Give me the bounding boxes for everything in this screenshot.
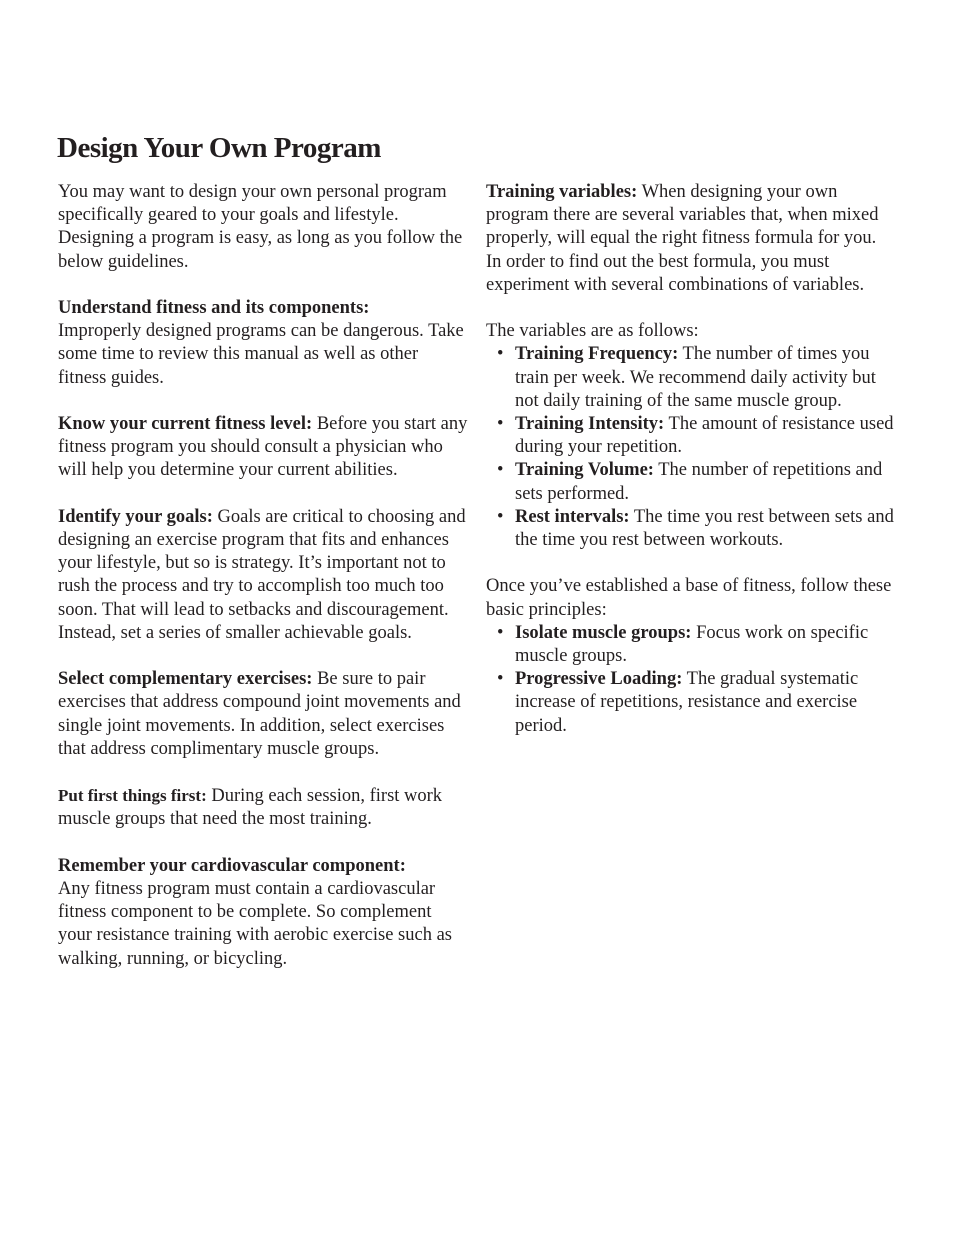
bullet-icon: • xyxy=(497,669,504,690)
variables-list xyxy=(486,343,896,552)
section-heading: Understand fitness and its components: xyxy=(58,298,370,318)
section-body: When designing your own program there are several variables that, when mixed properly, will equal the right fitness formula for you. In order to find out the best formula, you must experiment with several combinations of variables. xyxy=(486,182,879,295)
section-heading: Put first things first: xyxy=(58,786,207,806)
section-heading: Remember your cardiovascular component: xyxy=(58,855,406,876)
list-item-term: Rest intervals: xyxy=(515,506,630,527)
section-body: Before you start any fitness program you should consult a physician who will help you determine your current abilities. xyxy=(58,414,468,481)
list-item xyxy=(486,622,896,668)
list-item xyxy=(486,459,896,505)
intro-paragraph: You may want to design your own personal program specifically geared to your goals and lifestyle. Designing a program is easy, as long as you follow the below guidelines. xyxy=(58,182,463,272)
page-title: Design Your Own Program xyxy=(57,132,381,164)
section-heading: Know your current fitness level: xyxy=(58,414,313,434)
list-item-term: Training Frequency: xyxy=(515,344,679,365)
section-body: Be sure to pair exercises that address compound joint movements and single joint movements. In addition, select exercises that address complimentary muscle groups. xyxy=(58,669,461,759)
bullet-icon: • xyxy=(497,622,504,643)
list-item-term: Training Volume: xyxy=(515,460,654,481)
list-item-desc: The number of times you train per week. We recommend daily activity but not daily training of the same muscle group. xyxy=(515,344,876,411)
left-column xyxy=(58,181,468,994)
right-column xyxy=(486,181,896,761)
section-cardiovascular xyxy=(58,855,468,971)
training-variables-paragraph xyxy=(486,181,896,297)
variables-intro: The variables are as follows: xyxy=(486,321,699,342)
section-fitness-level xyxy=(58,413,468,483)
section-complementary-exercises xyxy=(58,668,468,761)
principles-list xyxy=(486,622,896,738)
section-identify-goals xyxy=(58,506,468,645)
section-understand-fitness xyxy=(58,297,468,390)
section-body: Goals are critical to choosing and designing an exercise program that fits and enhances your lifestyle, but so is strategy. It’s important not to rush the process and try to accomplish too much too soon. That will lead to setbacks and discouragement. Instead, set a series of smaller achievable goals. xyxy=(58,506,466,643)
list-item-desc: The gradual systematic increase of repetitions, resistance and exercise period. xyxy=(515,669,859,736)
list-item-desc: The time you rest between sets and the time you rest between workouts. xyxy=(515,506,894,551)
bullet-icon: • xyxy=(497,344,504,365)
bullet-icon: • xyxy=(497,460,504,481)
list-item xyxy=(486,506,896,552)
bullet-icon: • xyxy=(497,414,504,435)
section-body: Any fitness program must contain a cardiovascular fitness component to be complete. So complement your resistance training with aerobic exercise such as walking, running, or bicycling. xyxy=(58,879,453,969)
list-item-desc: The number of repetitions and sets performed. xyxy=(515,460,883,504)
list-item xyxy=(486,343,896,413)
list-item-desc: The amount of resistance used during your repetition. xyxy=(515,414,894,458)
list-item-term: Isolate muscle groups: xyxy=(515,622,692,643)
list-item xyxy=(486,413,896,459)
section-heading: Identify your goals: xyxy=(58,506,213,527)
principles-intro: Once you’ve established a base of fitness, follow these basic principles: xyxy=(486,576,892,620)
section-body: Improperly designed programs can be dangerous. Take some time to review this manual as well as other fitness guides. xyxy=(58,321,464,388)
section-heading: Training variables: xyxy=(486,182,638,202)
list-item-desc: Focus work on specific muscle groups. xyxy=(515,622,869,667)
bullet-icon: • xyxy=(497,506,504,527)
list-item xyxy=(486,668,896,738)
section-first-things-first xyxy=(58,784,468,831)
section-heading: Select complementary exercises: xyxy=(58,669,313,690)
list-item-term: Training Intensity: xyxy=(515,414,665,435)
list-item-term: Progressive Loading: xyxy=(515,669,683,690)
section-body: During each session, first work muscle groups that need the most training. xyxy=(58,786,443,830)
